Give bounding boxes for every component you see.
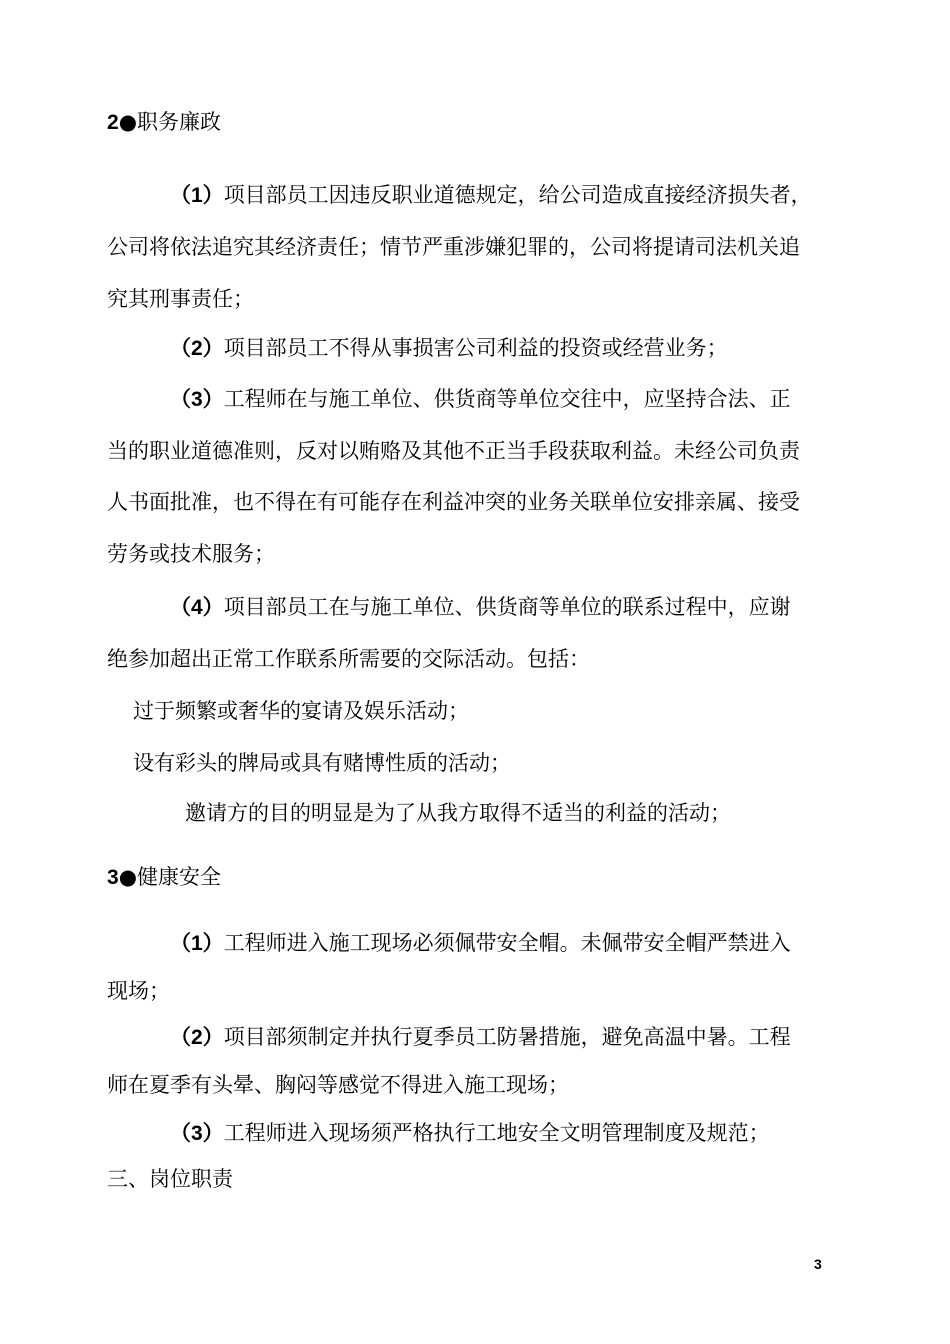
paragraph-line xyxy=(107,539,275,569)
paragraph-line xyxy=(107,976,170,1006)
item-number: （1） xyxy=(170,184,224,207)
line-text: 项目部员工因违反职业道德规定，给公司造成直接经济损失者， xyxy=(223,183,812,207)
line-text: 公司将依法追究其经济责任；情节严重涉嫌犯罪的，公司将提请司法机关追 xyxy=(107,235,800,259)
line-text: 设有彩头的牌局或具有赌博性质的活动； xyxy=(133,751,511,775)
line-text: 师在夏季有头晕、胸闷等感觉不得进入施工现场； xyxy=(107,1073,569,1097)
paragraph-line xyxy=(170,384,791,415)
line-text: 三、岗位职责 xyxy=(107,1167,233,1191)
page-number: 3 xyxy=(814,1256,822,1272)
item-number: （2） xyxy=(170,1026,224,1049)
line-text: 绝参加超出正常工作联系所需要的交际活动。包括： xyxy=(107,647,590,671)
line-text: 过于频繁或奢华的宴请及娱乐活动； xyxy=(133,699,469,723)
line-text: 工程师进入施工现场必须佩带安全帽。未佩带安全帽严禁进入 xyxy=(223,931,791,955)
paragraph-line xyxy=(170,333,728,364)
paragraph-line xyxy=(170,1022,791,1053)
line-text: 工程师进入现场须严格执行工地安全文明管理制度及规范； xyxy=(223,1121,770,1145)
list-item xyxy=(133,748,511,778)
section-title: ●职务廉政 xyxy=(118,110,222,134)
paragraph-line xyxy=(107,487,800,517)
line-text: 项目部员工不得从事损害公司利益的投资或经营业务； xyxy=(223,336,728,360)
paragraph-line xyxy=(107,1070,569,1100)
paragraph-line xyxy=(170,592,791,623)
line-text: 劳务或技术服务； xyxy=(107,542,275,566)
line-text: 究其刑事责任； xyxy=(107,287,254,311)
paragraph-line xyxy=(170,1118,770,1149)
paragraph-line xyxy=(170,180,812,211)
line-text: 当的职业道德准则，反对以贿赂及其他不正当手段获取利益。未经公司负责 xyxy=(107,439,800,463)
paragraph-line xyxy=(107,284,254,314)
line-text: 工程师在与施工单位、供货商等单位交往中，应坚持合法、正 xyxy=(223,387,791,411)
line-text: 人书面批准，也不得在有可能存在利益冲突的业务关联单位安排亲属、接受 xyxy=(107,490,800,514)
item-number: （3） xyxy=(170,1122,224,1145)
paragraph-line xyxy=(107,232,800,262)
item-number: （4） xyxy=(170,596,224,619)
section-number: 3 xyxy=(107,866,119,889)
line-text: 现场； xyxy=(107,979,170,1003)
line-text: 邀请方的目的明显是为了从我方取得不适当的利益的活动； xyxy=(185,801,731,825)
item-number: （2） xyxy=(170,337,224,360)
list-item xyxy=(185,798,731,828)
paragraph-line xyxy=(107,436,800,466)
section-title: ●健康安全 xyxy=(118,865,222,889)
section-heading-integrity xyxy=(107,107,221,138)
item-number: （1） xyxy=(170,932,224,955)
section-number: 2 xyxy=(107,111,119,134)
section-heading-safety xyxy=(107,862,221,893)
chapter-heading xyxy=(107,1164,233,1194)
list-item xyxy=(133,696,469,726)
paragraph-line xyxy=(170,928,791,959)
line-text: 项目部员工在与施工单位、供货商等单位的联系过程中，应谢 xyxy=(223,595,791,619)
item-number: （3） xyxy=(170,388,224,411)
paragraph-line xyxy=(107,644,590,674)
line-text: 项目部须制定并执行夏季员工防暑措施，避免高温中暑。工程 xyxy=(223,1025,791,1049)
